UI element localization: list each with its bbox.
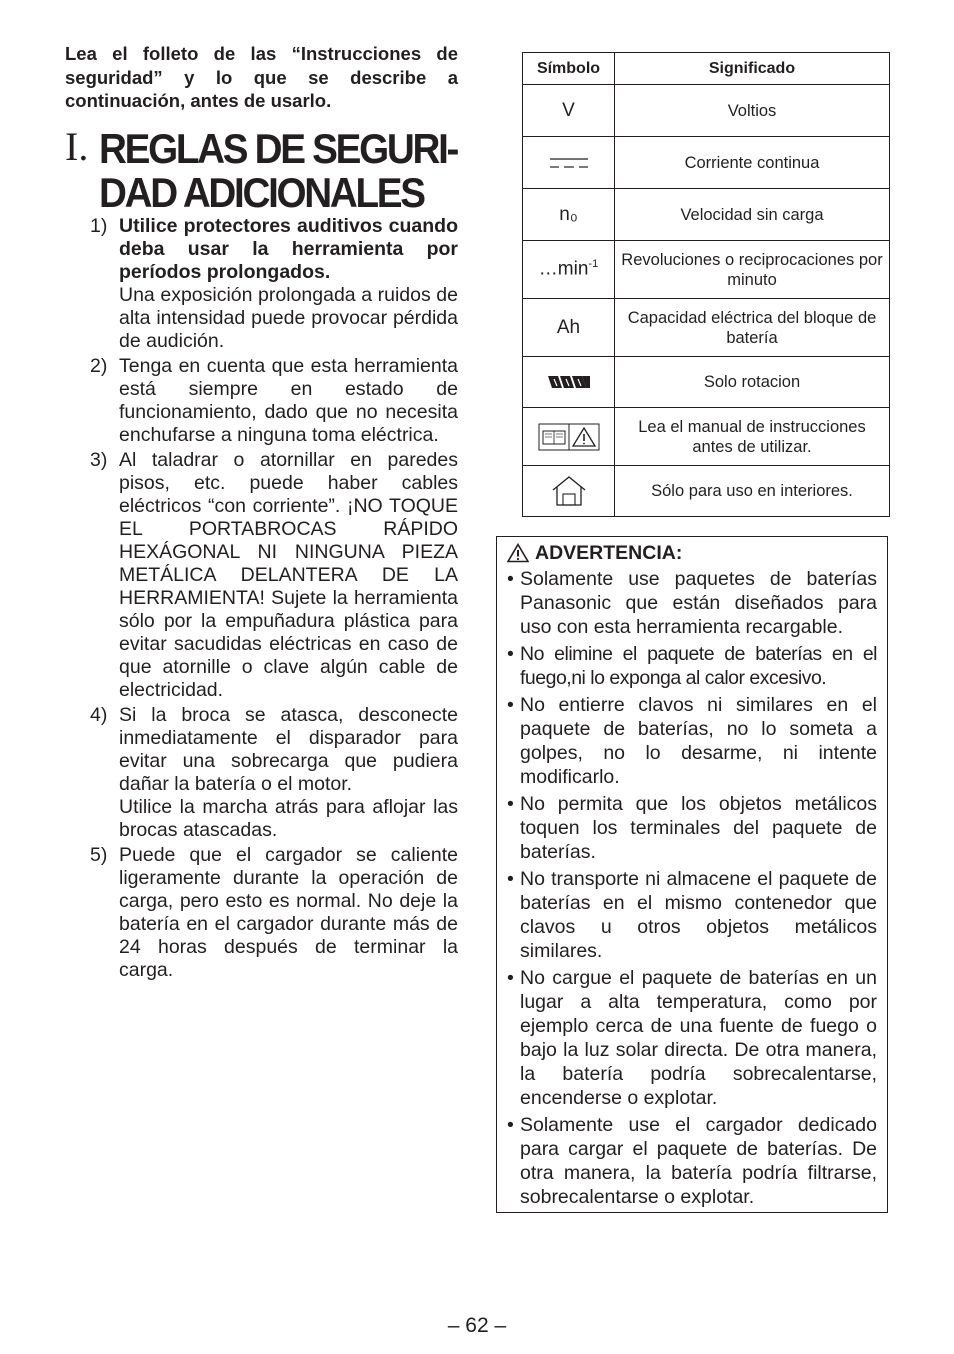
warning-text: No entierre clavos ni similares en el paquete de baterías, no lo someta a golpes, no lo desarme, ni intente modificarlo. (520, 694, 877, 788)
table-row (523, 241, 890, 299)
rules-list (65, 215, 458, 982)
symbol-cell: n₀ (523, 189, 615, 241)
rule-text: Puede que el cargador se caliente ligeramente durante la operación de carga, pero esto es normal. No deje la batería en el cargador durante más de 24 horas después de terminar la carga. (119, 843, 458, 981)
warning-title: ADVERTENCIA: (535, 542, 683, 564)
warning-item: • No entierre clavos ni similares en el paquete de baterías, no lo someta a golpes, no lo desarme, ni intente modificarlo. (507, 694, 877, 788)
table-row (523, 85, 890, 137)
meaning-cell: Solo rotacion (615, 357, 890, 408)
symbol-cell (523, 466, 615, 517)
symbols-table (522, 52, 890, 517)
rotation-only-icon (548, 374, 590, 390)
rule-text: Tenga en cuenta que esta herramienta está siempre en estado de funcionamiento, dado que no necesita enchufarse a ninguna toma eléctrica. (119, 354, 458, 446)
intro-paragraph: Lea el folleto de las “Instrucciones de seguridad” y lo que se describe a continuación, antes de usarlo. (65, 43, 458, 111)
indoor-use-icon (549, 474, 589, 508)
symbol-superscript: -1 (588, 258, 599, 271)
warning-text: Solamente use paquetes de baterías Panasonic que están diseñados para uso con esta herramienta recargable. (520, 568, 877, 638)
rule-text-extra: Utilice la marcha atrás para aflojar las brocas atascadas. (119, 795, 458, 841)
section-number: I. (65, 123, 89, 169)
symbol-cell (523, 408, 615, 466)
page-number: – 62 – (447, 1314, 507, 1337)
meaning-cell: Sólo para uso en interiores. (615, 466, 890, 517)
warning-text: No cargue el paquete de baterías en un lugar a alta temperatura, como por ejemplo cerca de una fuente de fuego o bajo la luz solar directa. De otra manera, la batería podría sobrecalentarse, encenderse o explotar. (520, 967, 877, 1109)
rule-item (65, 449, 458, 702)
rule-number: 4) (90, 703, 108, 726)
table-header-row (523, 53, 890, 85)
table-row (523, 299, 890, 357)
rule-emphasis: Utilice protectores auditivos cuando deba usar la herramienta por períodos prolongados. (119, 214, 458, 283)
rule-item (65, 704, 458, 842)
symbol-cell (523, 137, 615, 189)
rule-item (65, 844, 458, 982)
section-title-line1: REGLAS DE SEGURI- (99, 124, 458, 172)
header-meaning: Significado (615, 53, 890, 85)
read-manual-warning-icon (538, 423, 600, 451)
symbol-cell: V (523, 85, 615, 137)
table-row (523, 357, 890, 408)
warning-item: • No cargue el paquete de baterías en un lugar a alta temperatura, como por ejemplo cerca de una fuente de fuego o bajo la luz solar directa. De otra manera, la batería podría sobrecalentarse, encenderse o explotar. (507, 967, 877, 1109)
symbol-cell (523, 241, 615, 299)
rule-item (65, 215, 458, 353)
meaning-cell: Velocidad sin carga (615, 189, 890, 241)
rule-text: Una exposición prolongada a ruidos de alta intensidad puede provocar pérdida de audición. (119, 283, 458, 352)
rule-number: 3) (90, 448, 108, 471)
symbol-text: …min (538, 258, 589, 280)
warning-box (496, 536, 888, 1213)
warning-item: • No transporte ni almacene el paquete de baterías en el mismo contenedor que clavos u otros objetos metálicos similares. (507, 868, 877, 962)
symbol-cell: Ah (523, 299, 615, 357)
meaning-cell: Revoluciones o reciprocaciones por minuto (615, 241, 890, 299)
meaning-cell: Capacidad eléctrica del bloque de batería (615, 299, 890, 357)
warning-item: • No elimine el paquete de baterías en el fuego,ni lo exponga al calor excesivo. (507, 643, 877, 689)
table-row (523, 408, 890, 466)
warning-text: No permita que los objetos metálicos toquen los terminales del paquete de baterías. (520, 793, 877, 863)
left-column (65, 42, 458, 984)
dc-current-icon (549, 156, 589, 170)
table-row (523, 466, 890, 517)
meaning-cell: Lea el manual de instrucciones antes de utilizar. (615, 408, 890, 466)
rule-item (65, 355, 458, 447)
warning-item: • Solamente use paquetes de baterías Panasonic que están diseñados para uso con esta herramienta recargable. (507, 568, 877, 638)
warning-text: Solamente use el cargador dedicado para cargar el paquete de baterías. De otra manera, la batería podría filtrarse, sobrecalentarse o explotar. (520, 1114, 877, 1208)
rule-number: 2) (90, 354, 108, 377)
section-title (99, 124, 458, 216)
rule-text: Al taladrar o atornillar en paredes pisos, etc. puede haber cables eléctricos “con corriente”. ¡NO TOQUE EL PORTABROCAS RÁPIDO HEXÁGONAL NI NINGUNA PIEZA METÁLICA DELANTERA DE LA HERRAMIENTA! Sujete la herramienta sólo por la empuñadura plástica para evitar sacudidas eléctricas en caso de que atornille o clave algún cable de electricidad. (119, 448, 458, 701)
warning-item: • No permita que los objetos metálicos toquen los terminales del paquete de baterías. (507, 793, 877, 863)
meaning-cell: Voltios (615, 85, 890, 137)
rule-number: 1) (90, 214, 108, 237)
rule-number: 5) (90, 843, 108, 866)
warning-text: No transporte ni almacene el paquete de baterías en el mismo contenedor que clavos u otros objetos metálicos similares. (520, 868, 877, 962)
section-heading (65, 123, 458, 216)
warning-heading (507, 541, 877, 565)
table-row (523, 137, 890, 189)
meaning-cell: Corriente continua (615, 137, 890, 189)
warning-triangle-icon (507, 543, 529, 563)
table-row (523, 189, 890, 241)
warning-item: • Solamente use el cargador dedicado para cargar el paquete de baterías. De otra manera, la batería podría filtrarse, sobrecalentarse o explotar. (507, 1114, 877, 1208)
header-symbol: Símbolo (523, 53, 615, 85)
warning-list (507, 567, 877, 1209)
warning-text: No elimine el paquete de baterías en el fuego,ni lo exponga al calor excesivo. (520, 643, 877, 689)
symbol-cell (523, 357, 615, 408)
rule-text: Si la broca se atasca, desconecte inmediatamente el disparador para evitar una sobrecarga que pudiera dañar la batería o el motor. (119, 703, 458, 795)
section-title-line2: DAD ADICIONALES (99, 168, 424, 216)
